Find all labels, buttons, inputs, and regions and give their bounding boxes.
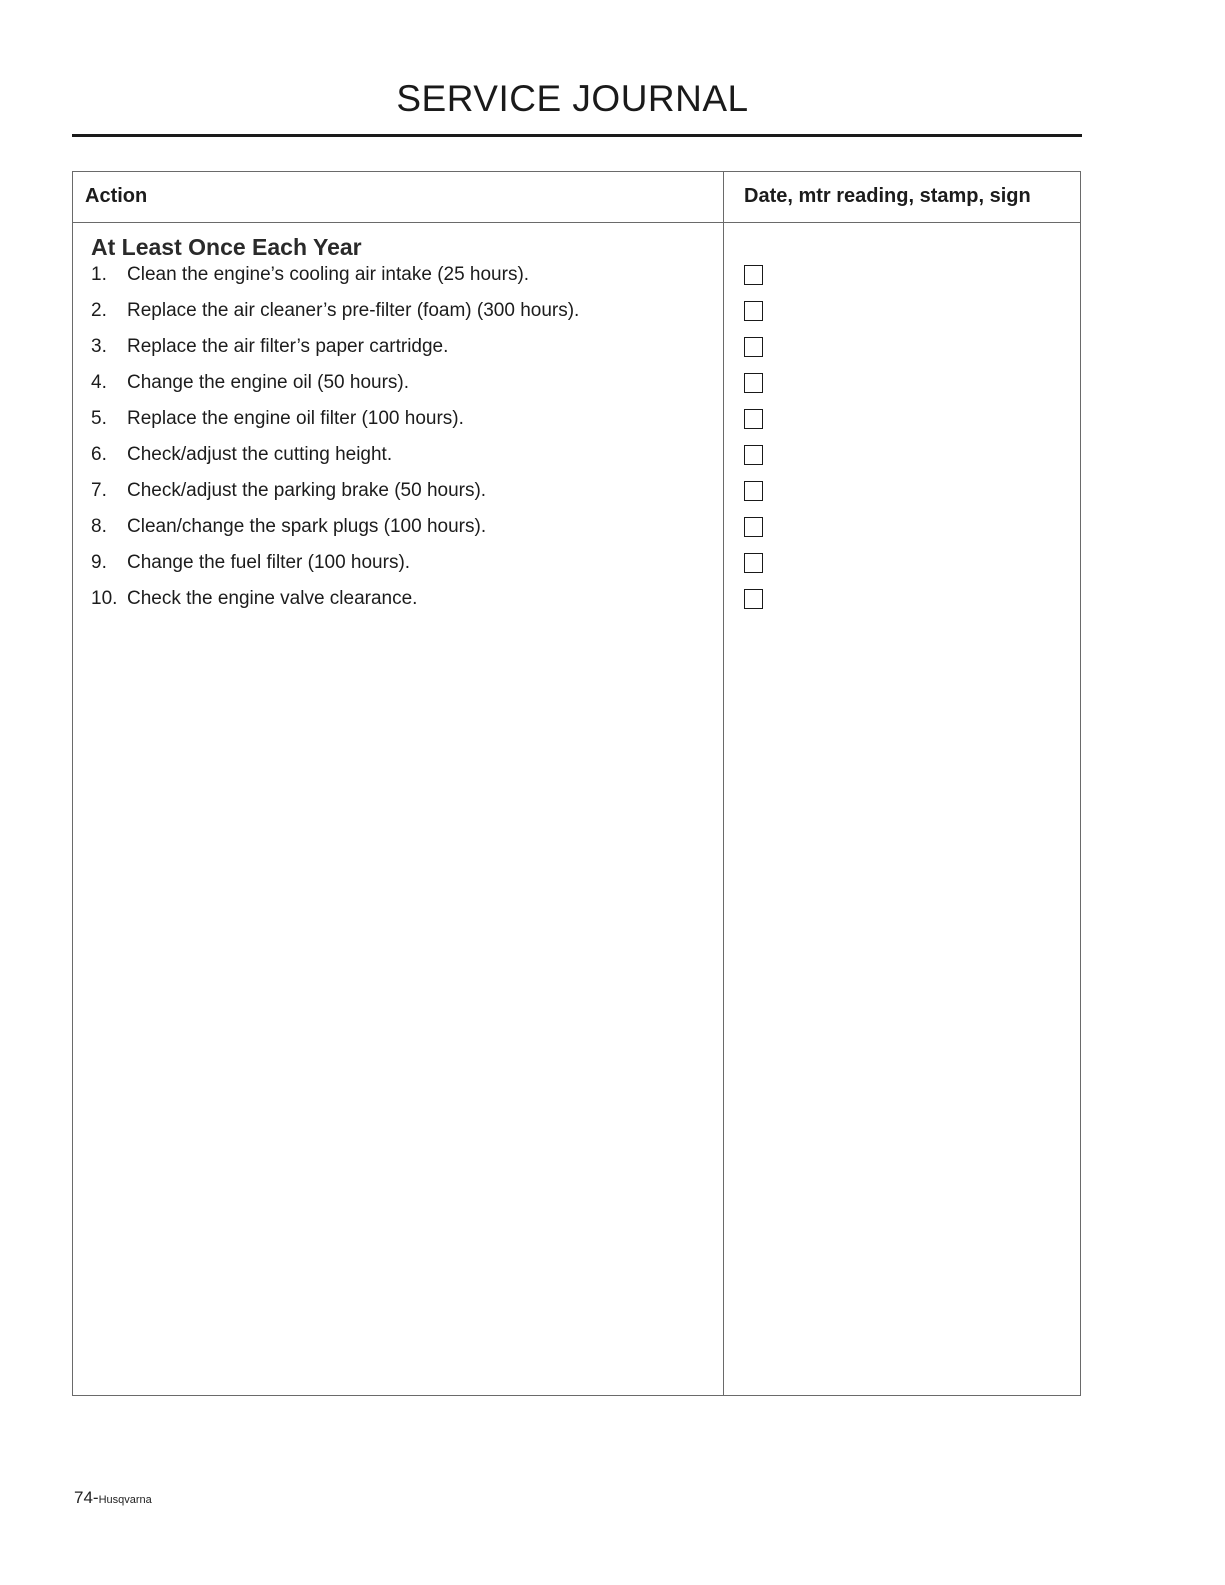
task-number: 7.: [91, 480, 107, 501]
task-number: 9.: [91, 552, 107, 573]
task-text: Replace the air filter’s paper cartridge.: [127, 336, 449, 357]
task-number: 10.: [91, 588, 118, 609]
checkbox-list: [744, 265, 763, 625]
task-checkbox-1[interactable]: [744, 265, 763, 285]
task-text: Change the engine oil (50 hours).: [127, 372, 410, 393]
task-text: Clean/change the spark plugs (100 hours).: [127, 516, 487, 537]
task-checkbox-9[interactable]: [744, 553, 763, 573]
task-item-10: [91, 588, 579, 624]
page-footer: [74, 1488, 152, 1508]
task-checkbox-4[interactable]: [744, 373, 763, 393]
task-checkbox-8[interactable]: [744, 517, 763, 537]
title-rule: [72, 134, 1082, 137]
task-number: 1.: [91, 264, 107, 285]
service-journal-table: [72, 171, 1081, 1396]
task-text: Clean the engine’s cooling air intake (25 hours).: [127, 264, 530, 285]
task-list: [91, 264, 579, 624]
task-checkbox-7[interactable]: [744, 481, 763, 501]
task-checkbox-6[interactable]: [744, 445, 763, 465]
task-item-8: [91, 516, 579, 552]
task-number: 6.: [91, 444, 107, 465]
task-item-5: [91, 408, 579, 444]
task-text: Check/adjust the parking brake (50 hours).: [127, 480, 487, 501]
task-number: 2.: [91, 300, 107, 321]
header-date: Date, mtr reading, stamp, sign: [744, 185, 1031, 207]
task-number: 3.: [91, 336, 107, 357]
task-item-1: [91, 264, 579, 300]
task-text: Check/adjust the cutting height.: [127, 444, 393, 465]
task-item-4: [91, 372, 579, 408]
task-item-9: [91, 552, 579, 588]
page-title: SERVICE JOURNAL: [396, 78, 749, 119]
task-number: 4.: [91, 372, 107, 393]
task-text: Replace the engine oil filter (100 hours).: [127, 408, 464, 429]
task-item-6: [91, 444, 579, 480]
footer-brand: Husqvarna: [98, 1494, 152, 1506]
task-text: Change the fuel filter (100 hours).: [127, 552, 411, 573]
task-checkbox-5[interactable]: [744, 409, 763, 429]
page-number: 74-: [74, 1488, 99, 1507]
task-item-7: [91, 480, 579, 516]
header-action: Action: [85, 185, 148, 207]
table-header-row: [73, 172, 1080, 223]
task-text: Replace the air cleaner’s pre-filter (foam) (300 hours).: [127, 300, 580, 321]
task-checkbox-3[interactable]: [744, 337, 763, 357]
task-number: 8.: [91, 516, 107, 537]
task-checkbox-10[interactable]: [744, 589, 763, 609]
task-checkbox-2[interactable]: [744, 301, 763, 321]
column-divider: [723, 172, 724, 1395]
task-number: 5.: [91, 408, 107, 429]
task-text: Check the engine valve clearance.: [127, 588, 418, 609]
task-item-2: [91, 300, 579, 336]
section-heading: At Least Once Each Year: [91, 234, 362, 260]
task-item-3: [91, 336, 579, 372]
